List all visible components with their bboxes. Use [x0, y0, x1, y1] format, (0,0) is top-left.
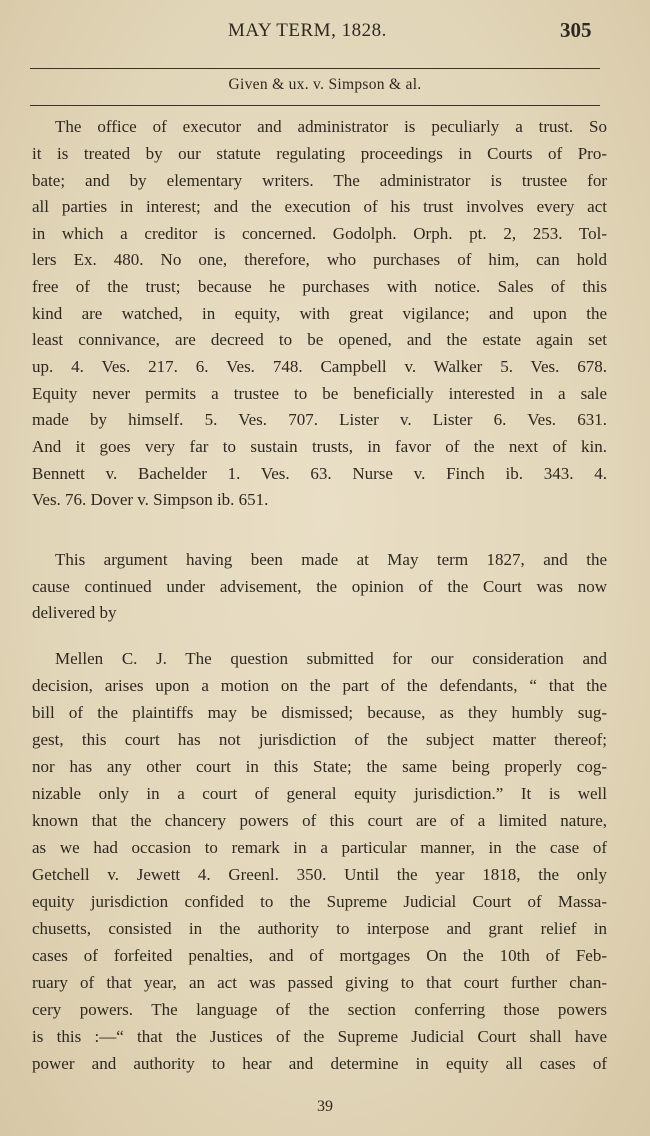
header-rule-top	[30, 68, 600, 69]
running-head: MAY TERM, 1828.	[228, 20, 387, 41]
text-line: nor has any other court in this State; the same being properly cog-	[32, 757, 607, 776]
text-line: And it goes very far to sustain trusts, in favor of the next of kin.	[32, 437, 607, 456]
text-line: bate; and by elementary writers. The administrator is trustee for	[32, 171, 607, 190]
text-line: cery powers. The language of the section conferring those powers	[32, 1000, 607, 1019]
text-line: free of the trust; because he purchases with notice. Sales of this	[32, 277, 607, 296]
page-header	[0, 16, 650, 52]
text-line: least connivance, are decreed to be opened, and the estate again set	[32, 330, 607, 349]
text-line: is this :—“ that the Justices of the Supreme Judicial Court shall have	[32, 1027, 607, 1046]
text-line: bill of the plaintiffs may be dismissed; because, as they humbly sug-	[32, 703, 607, 722]
case-title: Given & ux. v. Simpson & al.	[228, 76, 422, 93]
text-line: Getchell v. Jewett 4. Greenl. 350. Until the year 1818, the only	[32, 865, 607, 884]
text-line: made by himself. 5. Ves. 707. Lister v. Lister 6. Ves. 631.	[32, 410, 607, 429]
text-line: gest, this court has not jurisdiction of the subject matter thereof;	[32, 730, 607, 749]
signature-mark: 39	[317, 1098, 333, 1115]
text-line: Bennett v. Bachelder 1. Ves. 63. Nurse v. Finch ib. 343. 4.	[32, 464, 607, 483]
text-line: equity jurisdiction confided to the Supreme Judicial Court of Massa-	[32, 892, 607, 911]
text-line: as we had occasion to remark in a particular manner, in the case of	[32, 838, 607, 857]
text-line: Mellen C. J. The question submitted for our consideration and	[55, 649, 607, 668]
text-line: chusetts, consisted in the authority to interpose and grant relief in	[32, 919, 607, 938]
text-line: Ves. 76. Dover v. Simpson ib. 651.	[32, 490, 269, 509]
text-line: power and authority to hear and determine in equity all cases of	[32, 1054, 607, 1073]
text-line: kind are watched, in equity, with great vigilance; and upon the	[32, 304, 607, 323]
text-line: ruary of that year, an act was passed giving to that court further chan-	[32, 973, 607, 992]
text-line: all parties in interest; and the execution of his trust involves every act	[32, 197, 607, 216]
text-line: The office of executor and administrator is peculiarly a trust. So	[55, 117, 607, 136]
text-line: known that the chancery powers of this court are of a limited nature,	[32, 811, 607, 830]
text-line: Equity never permits a trustee to be beneficially interested in a sale	[32, 384, 607, 403]
text-line: This argument having been made at May term 1827, and the	[55, 550, 607, 569]
text-line: it is treated by our statute regulating proceedings in Courts of Pro-	[32, 144, 607, 163]
text-line: decision, arises upon a motion on the part of the defendants, “ that the	[32, 676, 607, 695]
page-number: 305	[560, 18, 592, 42]
text-line: lers Ex. 480. No one, therefore, who purchases of him, can hold	[32, 250, 607, 269]
text-line: nizable only in a court of general equity jurisdiction.” It is well	[32, 784, 607, 803]
text-line: in which a creditor is concerned. Godolph. Orph. pt. 2, 253. Tol-	[32, 224, 607, 243]
text-line: cases of forfeited penalties, and of mortgages On the 10th of Feb-	[32, 946, 607, 965]
text-line: up. 4. Ves. 217. 6. Ves. 748. Campbell v. Walker 5. Ves. 678.	[32, 357, 607, 376]
text-line: cause continued under advisement, the opinion of the Court was now	[32, 577, 607, 596]
header-rule-bottom	[30, 105, 600, 106]
text-line: delivered by	[32, 603, 117, 622]
